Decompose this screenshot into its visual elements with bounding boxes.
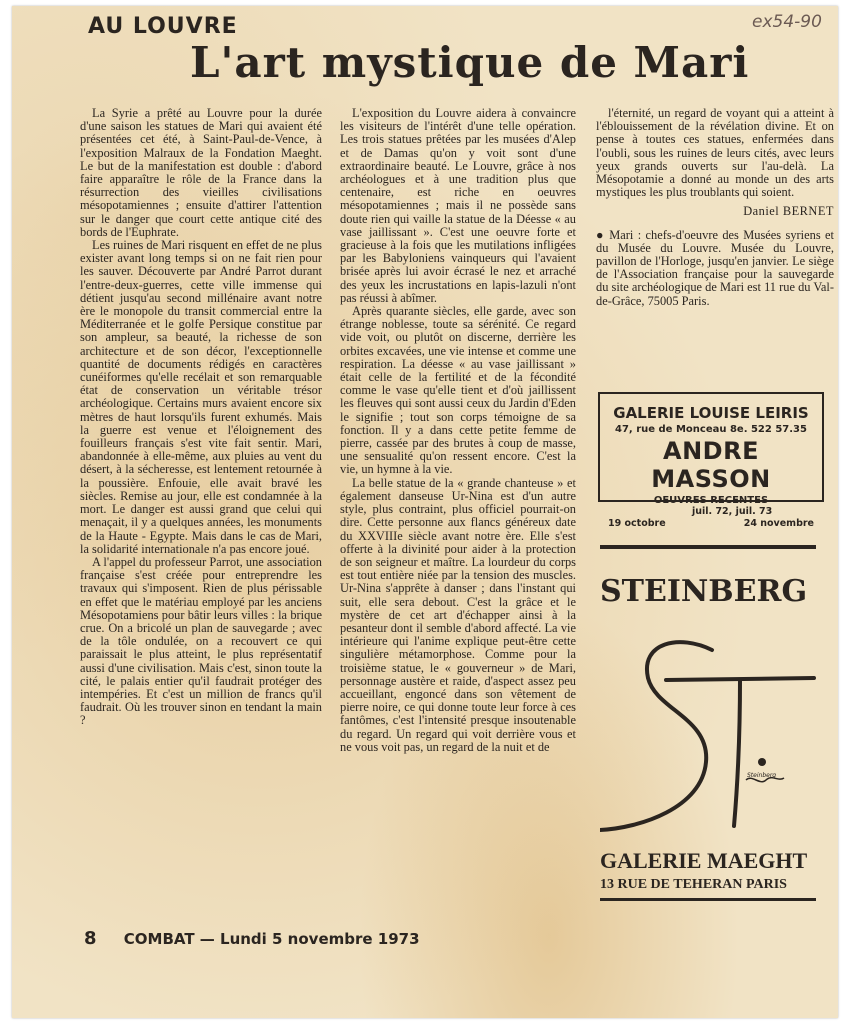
logo-s-stroke [600, 642, 712, 830]
ad-artist-name: ANDRE MASSON [651, 437, 771, 493]
exhibition-note: ● Mari : chefs-d'oeuvre des Musées syriens et du Musée du Louvre. Musée du Louvre, pavillon de l'Horloge, jusqu'en janvier. Le siège de l'Association française pour la sauvegarde du site archéologique de Mari est 11 rue du Val-de-Grâce, 75005 Paris. [596, 227, 834, 308]
paragraph: Après quarante siècles, elle garde, avec son étrange noblesse, toute sa sérénité. Ce regard vide voit, ou plutôt on discerne, derrière les orbites excavées, une vie intense et comme une respiration. La déesse « au vase jaillissant » était celle de la fertilité et de la fécondité comme le vase qu'elle tient et d'où jaillissent les fleuves qui sont aussi ceux du Jardin d'Eden le signifie ; tout son corps témoigne de sa fonction. Il y a dans cette petite femme de pierre, cassée par des brutes à coup de masse, une sensualité qu'on ressent encore. C'est la vie, un hymne à la vie. [340, 304, 576, 477]
paragraph: l'éternité, un regard de voyant qui a atteint à l'éblouissement de la révélation divine. Et on pense à toutes ces statues, enfermées dans l'oubli, sous les ruines de leurs cités, avec leurs yeux grands ouverts sur l'au-delà. La Mésopotamie a donné au monde un des arts mystiques les plus troublants qui soient. [596, 106, 834, 200]
maeght-gallery-address: 13 RUE DE TEHERAN PARIS [600, 877, 787, 892]
handwritten-note: ex54-90 [752, 12, 822, 32]
newspaper-dateline: COMBAT — Lundi 5 novembre 1973 [123, 930, 420, 948]
ad-dates [600, 506, 822, 528]
article-column-2 [340, 107, 576, 754]
article-headline: L'art mystique de Mari [190, 38, 750, 87]
paragraph: A l'appel du professeur Parrot, une association française s'est créée pour entreprendre les travaux qui s'imposent. Rien de plus périssable en effet que le matériau employé par les anciens Mésopotamiens pour bâtir leurs villes : la brique crue. On a bricolé un plan de sauvegarde ; avec de la tôle ondulée, on a recouvert ce qui paraissait le plus atteint, le plus représentatif aussi d'une civilisation. Mais c'est, sinon toute la cité, le palais entier qu'il faudrait protéger des intempéries. Et c'est un million de francs qu'il faudrait. Où les trouver sinon en tendant la main ? [80, 554, 322, 728]
logo-dot [758, 758, 766, 766]
author-signature: Daniel BERNET [743, 204, 834, 219]
paragraph: Les ruines de Mari risquent en effet de ne plus exister avant long temps si on ne fait rien pour les sauver. Découverte par André Parrot durant l'entre-deux-guerres, cette ville immense qui détient jusqu'au second millénaire avant notre ère le monopole du transit commercial entre la Méditerranée et le golfe Persique constitue par son ampleur, sa beauté, la richesse de son architecture et de son décor, l'exceptionnelle quantité de documents rédigés en caractères cunéiformes qu'elle recélait et son remarquable état de conservation un véritable trésor archéologique. Certains murs avaient encore six mètres de haut lorsqu'ils furent exhumés. Mais la guerre est venue et l'éloignement des fouilleurs français s'est vite fait sentir. Mari, abandonnée à elle-même, aux pluies au vent du désert, à la sécheresse, est lentement retournée à la poussière. Enfouie, elle avait bravé les siècles. Remise au jour, elle est condamnée à la mort. Le danger est aussi grand que celui qui menaçait, il y a quelques années, les monuments de la Haute - Egypte. Mais dans le cas de Mari, la solidarité internationale n'a pas encore joué. [80, 238, 322, 556]
page-footer [84, 928, 420, 949]
ad-date-end: 24 novembre [743, 518, 814, 529]
maeght-gallery-name: GALERIE MAEGHT [600, 848, 808, 873]
ad-divider-top [600, 545, 816, 549]
paragraph: La Syrie a prêté au Louvre pour la durée d'une saison les statues de Mari qui avaient été présentées cet été, à Saint-Paul-de-Vence, à l'exposition Malraux de la Fondation Maeght. Le but de la manifestation est double : d'abord faire apparaître le rôle de la France dans la résurrection des vieilles civilisations mésopotamiennes ; ensuite d'attirer l'attention sur le danger que court cette antique cité des bords de l'Euphrate. [80, 106, 322, 239]
article-kicker: AU LOUVRE [88, 14, 238, 39]
ad-date-start: 19 octobre [608, 518, 666, 529]
ad-divider-bottom [600, 898, 816, 901]
steinberg-logo [600, 630, 820, 840]
maeght-artist-name: STEINBERG [600, 574, 808, 609]
leiris-advertisement [598, 392, 824, 529]
ad-gallery-address: 47, rue de Monceau 8e. 522 57.35 [615, 424, 807, 435]
paragraph: L'exposition du Louvre aidera à convaincre les visiteurs de l'intérêt d'une telle opération. Les trois statues prêtées par les musées d'Alep et de Damas qu'on y voit sont d'une extraordinaire beauté. Le Louvre, grâce à nos archéologues et à une tradition plus que centenaire, est riche en oeuvres mésopotamiennes ; mais il ne possède sans doute rien qui vaille la statue de la Déesse « au vase jaillissant ». C'est une oeuvre forte et gracieuse à la fois que les mutilations infligées par les Babyloniens vainqueurs qui l'avaient brisée après lui avoir écrasé le nez et arraché des yeux les incrustations en lapis-lazuli n'ont pas réussi à abîmer. [340, 106, 576, 305]
article-column-3 [596, 107, 834, 308]
logo-signature: Steinberg [747, 772, 777, 779]
article-column-1 [80, 107, 322, 728]
logo-t-stem [734, 680, 740, 826]
paragraph: La belle statue de la « grande chanteuse » et également danseuse Ur-Nina est d'un autre style, plus contraint, plus officiel pourrait-on dire. Cette personne aux flancs généreux date du XXVIIIe siècle avant notre ère. Elle s'est offerte à la divinité pour aider à la protection de son seigneur et maître. La lourdeur du corps est tout entière niée par la tension des muscles. Ur-Nina s'apprête à danser ; dans l'instant qui suit, elle sera debout. C'est la grâce et le mystère de cet art d'échapper ainsi à la pesanteur dont il semble d'abord affecté. La vie intérieure qui l'anime explique peut-être cette singulière métamorphose. Comme pour la troisième statue, le « gouverneur » de Mari, personnage austère et raide, d'aspect assez peu accueillant, engoncé dans son vêtement de pierre noire, ce qui donne toute leur force à ces fantômes, c'est l'intensité presque insoutenable du regard. Un regard qui voit derrière vous et ne vous voit pas, un regard de la nuit et de [340, 475, 576, 754]
ad-gallery-name: GALERIE LOUISE LEIRIS [613, 404, 809, 422]
ad-works-title: OEUVRES RECENTES [653, 495, 769, 506]
page-number: 8 [84, 928, 97, 949]
ad-date-mid: juil. 72, juil. 73 [692, 506, 773, 517]
